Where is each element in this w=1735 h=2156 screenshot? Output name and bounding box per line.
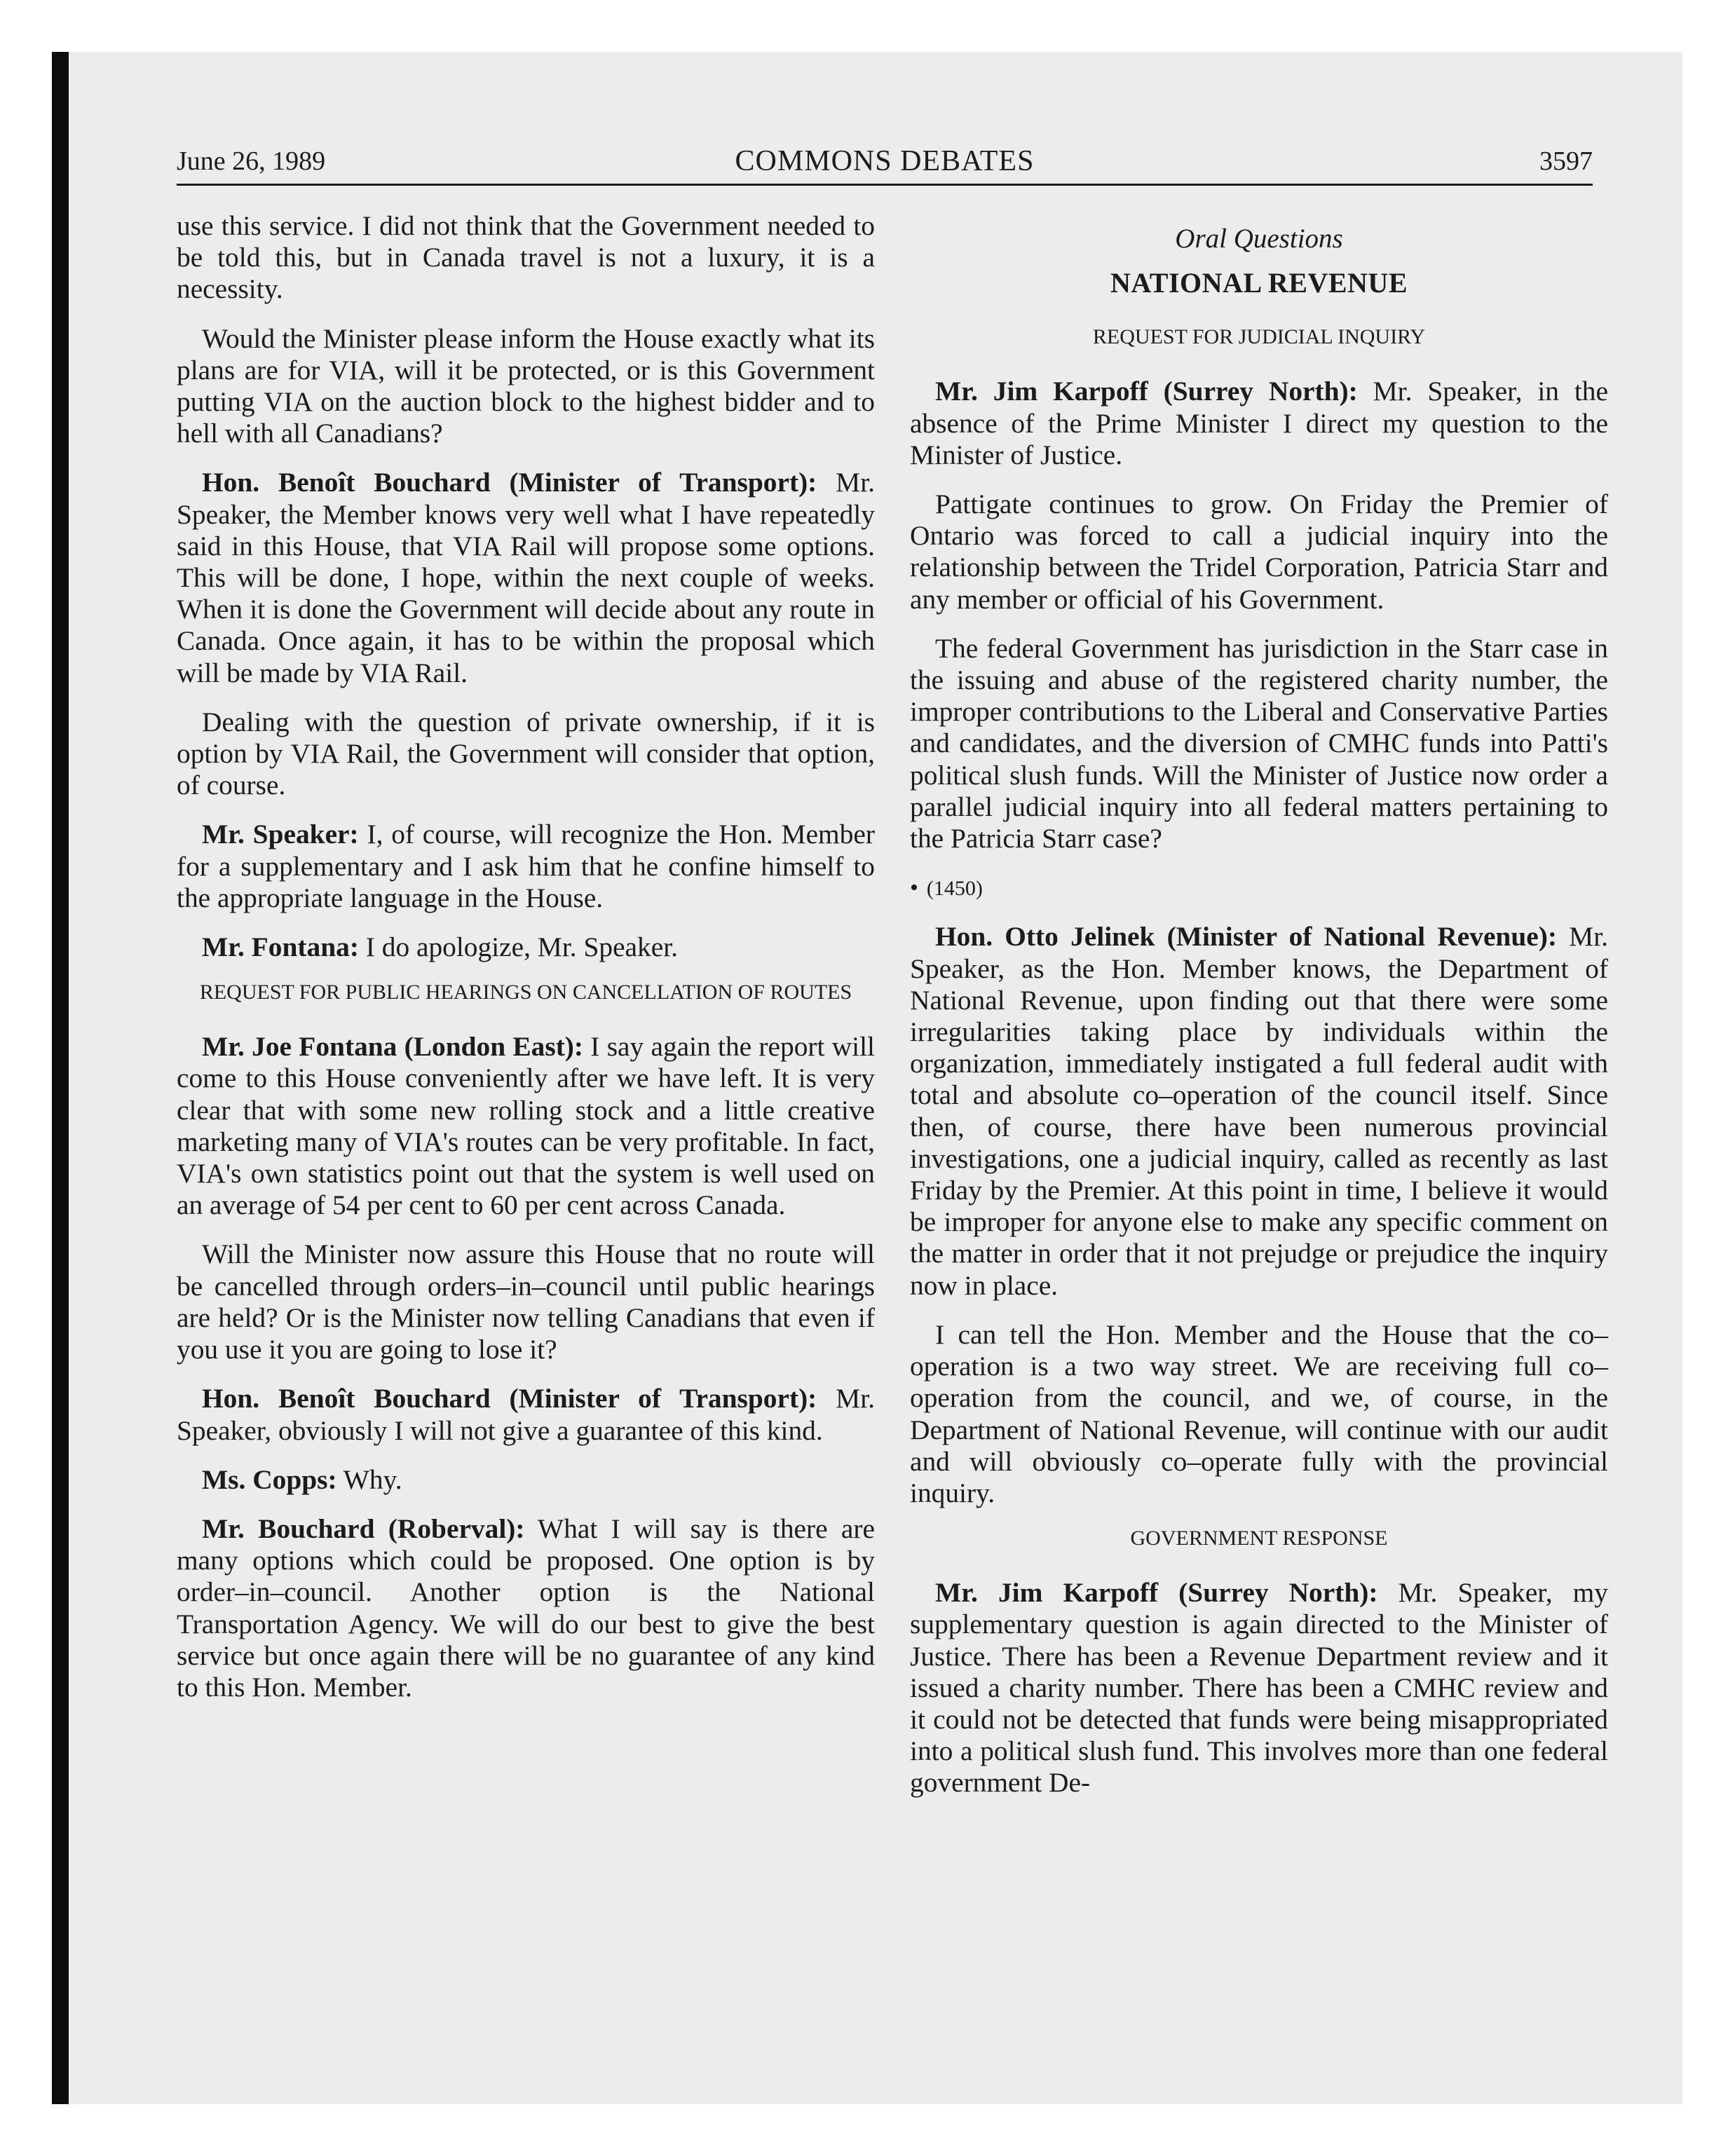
running-head: Oral Questions	[1175, 224, 1343, 254]
paragraph: Ms. Copps: Why.	[202, 1464, 402, 1495]
paragraph: The federal Government has jurisdiction in the Starr case in the issuing and abuse of the registered charity number, the improper contributions to the Liberal and Conservative Parties and candidates, and the diversion of CMHC funds into Patti's political slush funds. Will the Minister of Justice now order a parallel judicial inquiry into all federal matters pertaining to the Patricia Starr case?	[910, 632, 1608, 854]
page-header	[177, 140, 1593, 184]
speaker-name: Mr. Joe Fontana (London East):	[202, 1031, 584, 1063]
bullet-icon: •	[910, 875, 918, 901]
header-title: COMMONS DEBATES	[735, 145, 1035, 177]
speaker-name: Mr. Bouchard (Roberval):	[202, 1513, 525, 1544]
paragraph: Hon. Benoît Bouchard (Minister of Transport): Mr. Speaker, the Member knows very well what I have repeatedly said in this House, that VIA Rail will propose some options. This will be done, I hope, within the next couple of weeks. When it is done the Government will decide about any route in Canada. Once again, it has to be within the proposal which will be made by VIA Rail.	[177, 467, 875, 688]
right-column	[910, 210, 1608, 1817]
speaker-name: Ms. Copps:	[202, 1464, 337, 1495]
speaker-name: Mr. Jim Karpoff (Surrey North):	[935, 376, 1358, 407]
paragraph: I can tell the Hon. Member and the House that the co–operation is a two way street. We are receiving full co–operation from the council, and we, of course, in the Department of National Revenue, will continue with our audit and will obviously co–operate fully with the provincial inquiry.	[910, 1318, 1608, 1508]
scan-edge	[52, 52, 69, 2104]
paragraph: Mr. Joe Fontana (London East): I say again the report will come to this House conveniently after we have left. It is very clear that with some new rolling stock and a little creative marketing many of VIA's routes can be very profitable. In fact, VIA's own statistics point out that the system is well used on an average of 54 per cent to 60 per cent across Canada.	[177, 1031, 875, 1221]
section-heading: NATIONAL REVENUE	[1110, 267, 1408, 299]
subheading: REQUEST FOR PUBLIC HEARINGS ON CANCELLATION OF ROUTES	[199, 981, 852, 1004]
paragraph: Hon. Benoît Bouchard (Minister of Transport): Mr. Speaker, obviously I will not give a guarantee of this kind.	[177, 1383, 875, 1446]
paragraph: Mr. Jim Karpoff (Surrey North): Mr. Speaker, in the absence of the Prime Minister I direct my question to the Minister of Justice.	[910, 376, 1608, 470]
header-date: June 26, 1989	[177, 146, 326, 176]
paragraph: Hon. Otto Jelinek (Minister of National Revenue): Mr. Speaker, as the Hon. Member knows, the Department of National Revenue, upon finding out that there were some irregularities taking place by individuals within the organization, immediately instigated a full federal audit with total and absolute co–operation of the council itself. Since then, of course, there have been numerous provincial investigations, one a judicial inquiry, called as recently as last Friday by the Premier. At this point in time, I believe it would be improper for anyone else to make any specific comment on the matter in order that it not prejudge or prejudice the inquiry now in place.	[910, 921, 1608, 1301]
speaker-name: Mr. Speaker:	[202, 819, 359, 850]
left-column	[177, 210, 875, 1721]
paragraph: Mr. Fontana: I do apologize, Mr. Speaker.	[202, 932, 679, 963]
paragraph: Pattigate continues to grow. On Friday the Premier of Ontario was forced to call a judicial inquiry into the relationship between the Tridel Corporation, Patricia Starr and any member or official of his Government.	[910, 489, 1608, 615]
header-rule	[177, 184, 1593, 186]
speaker-name: Hon. Benoît Bouchard (Minister of Transport):	[202, 1383, 817, 1414]
paragraph: Mr. Bouchard (Roberval): What I will say is there are many options which could be proposed. One option is by order–in–council. Another option is the National Transportation Agency. We will do our best to give the best service but once again there will be no guarantee of any kind to this Hon. Member.	[177, 1513, 875, 1703]
subheading: GOVERNMENT RESPONSE	[1130, 1527, 1388, 1550]
time-marker: • (1450)	[910, 875, 983, 901]
speaker-name: Mr. Fontana:	[202, 932, 359, 963]
paragraph: use this service. I did not think that the Government needed to be told this, but in Canada travel is not a luxury, it is a necessity.	[177, 210, 875, 305]
paragraph: Mr. Jim Karpoff (Surrey North): Mr. Speaker, my supplementary question is again directed to the Minister of Justice. There has been a Revenue Department review and it issued a charity number. There has been a CMHC review and it could not be detected that funds were being misappropriated into a political slush fund. This involves more than one federal government De-	[910, 1577, 1608, 1799]
paragraph: Would the Minister please inform the House exactly what its plans are for VIA, will it be protected, or is this Government putting VIA on the auction block to the highest bidder and to hell with all Canadians?	[177, 322, 875, 449]
speaker-name: Hon. Otto Jelinek (Minister of National Revenue):	[935, 921, 1557, 953]
speaker-name: Mr. Jim Karpoff (Surrey North):	[935, 1577, 1378, 1609]
paragraph: Mr. Speaker: I, of course, will recognize the Hon. Member for a supplementary and I ask him that he confine himself to the appropriate language in the House.	[177, 819, 875, 913]
page-number: 3597	[1539, 146, 1593, 176]
speaker-name: Hon. Benoît Bouchard (Minister of Transport):	[202, 467, 817, 498]
paragraph: Dealing with the question of private ownership, if it is option by VIA Rail, the Government will consider that option, of course.	[177, 706, 875, 801]
subheading: REQUEST FOR JUDICIAL INQUIRY	[1092, 325, 1426, 349]
paragraph: Will the Minister now assure this House that no route will be cancelled through orders–in–council until public hearings are held? Or is the Minister now telling Canadians that even if you use it you are going to lose it?	[177, 1239, 875, 1365]
